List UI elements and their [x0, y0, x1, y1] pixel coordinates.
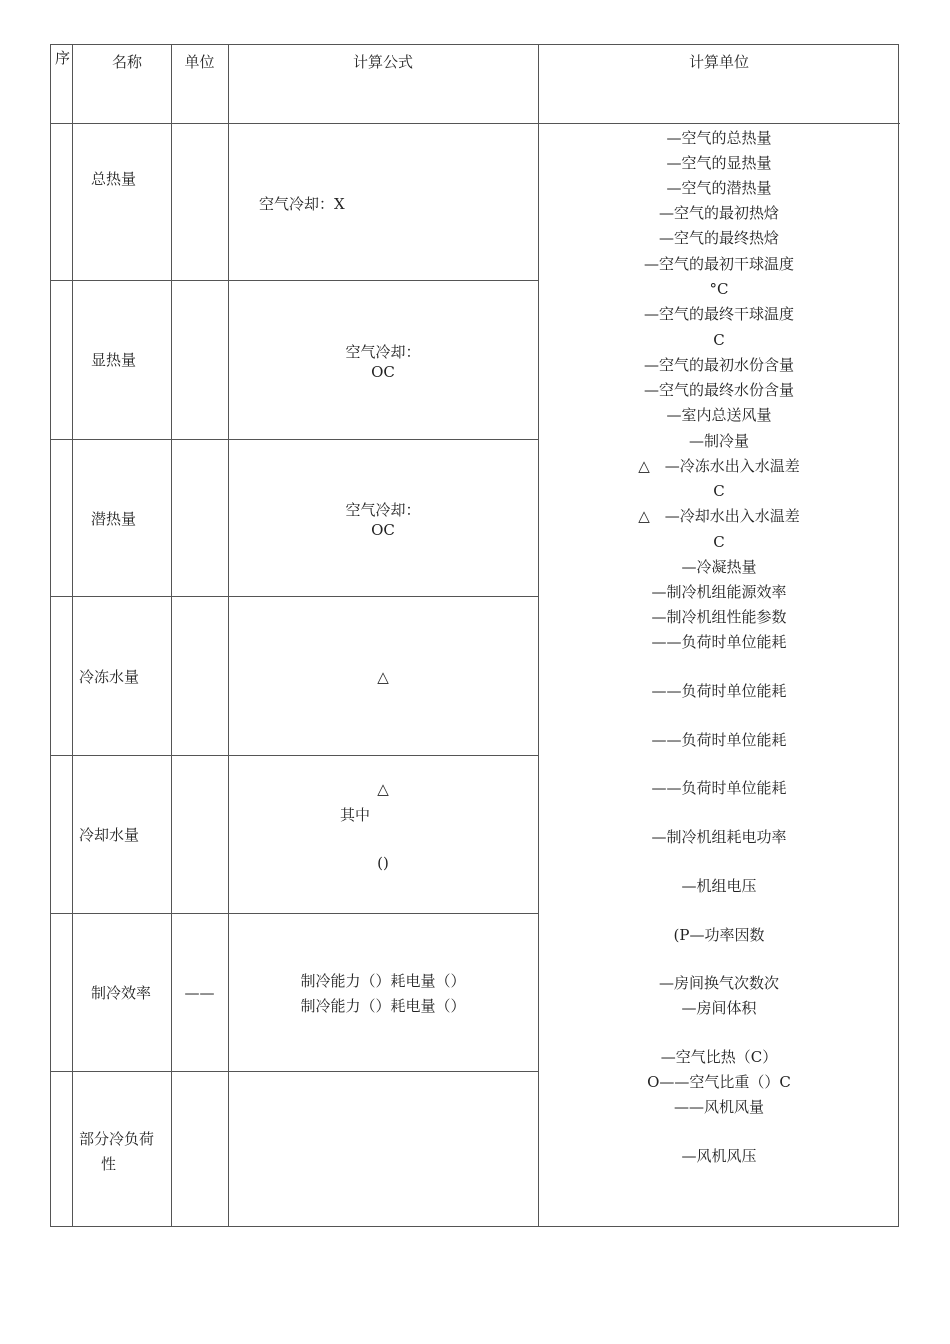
list-item: C: [713, 533, 725, 551]
row-formula: 空气冷却：: [345, 343, 421, 361]
list-item: O——空气比重（）C: [647, 1073, 791, 1091]
list-item: ——负荷时单位能耗: [651, 633, 787, 651]
list-item: —空气的显热量: [666, 154, 772, 172]
list-item: C: [713, 482, 725, 500]
row-formula: OC: [371, 521, 395, 539]
list-item: —空气的最初水份含量: [643, 356, 794, 374]
list-item: —制冷量: [688, 432, 749, 450]
row-name: 部分冷负荷: [79, 1130, 155, 1148]
list-item: —空气的最终干球温度: [643, 305, 794, 323]
row-formula: 制冷能力（）耗电量（）: [300, 972, 466, 990]
header-unit: 单位: [184, 53, 215, 71]
list-item: °C: [709, 280, 729, 298]
list-item: —制冷机组能源效率: [651, 583, 787, 601]
list-item: C: [713, 331, 725, 349]
list-item: —空气的最终热焓: [658, 229, 779, 247]
data-table: [50, 44, 899, 1227]
list-item: —空气的最终水份含量: [643, 381, 794, 399]
row-formula: △: [377, 780, 389, 798]
header-calc-unit: 计算单位: [688, 53, 749, 71]
list-item: ——负荷时单位能耗: [651, 779, 787, 797]
row-name: 冷冻水量: [79, 668, 140, 686]
row-name: 制冷效率: [91, 984, 152, 1002]
list-item: (P—功率因数: [673, 926, 765, 944]
row-formula: 空气冷却：X: [259, 195, 345, 213]
list-item: △ —冷冻水出入水温差: [638, 457, 800, 475]
list-item: —空气的总热量: [666, 129, 772, 147]
header-formula: 计算公式: [352, 53, 413, 71]
list-item: —房间换气次数次: [658, 974, 779, 992]
list-item: —冷凝热量: [681, 558, 757, 576]
list-item: —空气比热（C）: [660, 1048, 778, 1066]
header-name: 名称: [111, 53, 142, 71]
list-item: —室内总送风量: [666, 406, 772, 424]
row-formula: (): [377, 854, 389, 872]
list-item: —风机风压: [681, 1147, 757, 1165]
list-item: ——负荷时单位能耗: [651, 731, 787, 749]
list-item: —制冷机组耗电功率: [651, 828, 787, 846]
row-unit: ——: [184, 984, 215, 1002]
row-name: 潜热量: [91, 510, 137, 528]
list-item: ——风机风量: [673, 1098, 764, 1116]
row-name: 冷却水量: [79, 826, 140, 844]
list-item: —空气的最初热焓: [658, 204, 779, 222]
row-formula: △: [377, 668, 389, 686]
row-formula: 其中: [340, 806, 371, 824]
row-formula: 制冷能力（）耗电量（）: [300, 997, 466, 1015]
row-formula: OC: [371, 363, 395, 381]
list-item: —制冷机组性能参数: [651, 608, 787, 626]
row-formula: 空气冷却：: [345, 501, 421, 519]
list-item: △ —冷却水出入水温差: [638, 507, 800, 525]
list-item: —空气的最初干球温度: [643, 255, 794, 273]
row-name: 性: [101, 1155, 117, 1173]
header-seq: 序: [55, 49, 71, 67]
row-name: 显热量: [91, 351, 137, 369]
list-item: —空气的潜热量: [666, 179, 772, 197]
row-name: 总热量: [91, 170, 137, 188]
list-item: —房间体积: [681, 999, 757, 1017]
list-item: —机组电压: [681, 877, 757, 895]
list-item: ——负荷时单位能耗: [651, 682, 787, 700]
